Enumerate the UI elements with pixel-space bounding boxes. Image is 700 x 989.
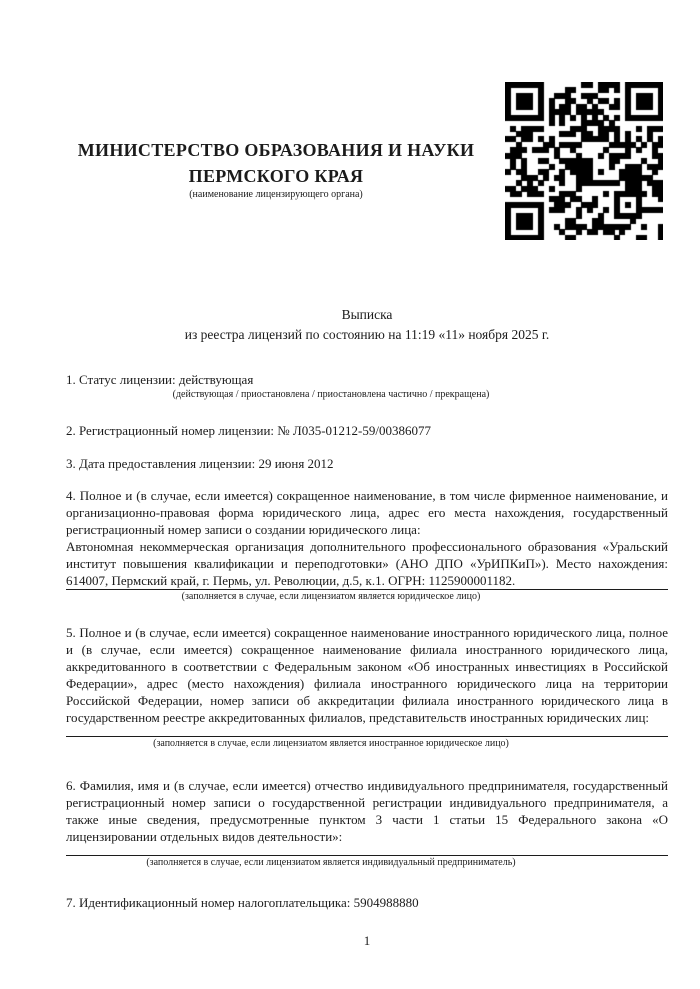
item-text: 1. Статус лицензии: действующая bbox=[66, 372, 254, 387]
item-text: 3. Дата предоставления лицензии: 29 июня 2012 bbox=[66, 456, 334, 471]
item-license-date bbox=[66, 455, 668, 472]
item-text: 4. Полное и (в случае, если имеется) сокращенное наименование, в том числе фирменное наименование, и организационно-правовая форма юридического лица, адрес его места нахождения, государственный регистрационный номер записи о создании юридического лица: bbox=[66, 488, 668, 537]
ministry-name-line2: ПЕРМСКОГО КРАЯ bbox=[188, 166, 364, 186]
document-title-line2: из реестра лицензий по состоянию на 11:19 «11» ноября 2025 г. bbox=[184, 327, 550, 342]
legal-entity-value: Автономная некоммерческая организация дополнительного профессионального образования «Уральский институт повышения квалификации и переподготовки» (АНО ДПО «УрИПКиП»). Место нахождения: 614007, Пермский край, г. Пермь, ул. Революции, д.5, к.1. ОГРН: 1125900001182. bbox=[66, 539, 668, 588]
item-taxpayer-number bbox=[66, 894, 668, 911]
item-foreign-entity bbox=[66, 624, 668, 750]
licensing-authority-note: (наименование лицензирующего органа) bbox=[189, 189, 363, 200]
item-text: 7. Идентификационный номер налогоплательщика: 5904988880 bbox=[66, 895, 419, 910]
item-text: 2. Регистрационный номер лицензии: № Л035-01212-59/00386077 bbox=[66, 423, 432, 438]
item-registration-number bbox=[66, 422, 668, 439]
ministry-name-line1: МИНИСТЕРСТВО ОБРАЗОВАНИЯ И НАУКИ bbox=[77, 140, 475, 160]
document-title bbox=[66, 305, 668, 345]
item-text: 5. Полное и (в случае, если имеется) сокращенное наименование иностранного юридического лица, полное и (в случае, если имеется) сокращенное наименование филиала иностранного юридического лица, аккредитованного в соответствии с Федеральным законом «Об иностранных инвестициях в Российской Федерации», адрес (место нахождения) филиала иностранного юридического лица на территории Российской Федерации, номер записи об аккредитации филиала иностранного юридического лица в государственном реестре аккредитованных филиалов, представительств иностранных юридических лиц: bbox=[66, 625, 668, 725]
foreign-entity-note: (заполняется в случае, если лицензиатом является иностранное юридическое лицо) bbox=[153, 738, 509, 749]
item-text: 6. Фамилия, имя и (в случае, если имеется) отчество индивидуального предпринимателя, государственный регистрационный номер записи о государственной регистрации индивидуального предпринимателя, а также иные сведения, предусмотренные пунктом 3 части 1 статьи 15 Федерального закона «О лицензировании отдельных видов деятельности»: bbox=[66, 778, 668, 844]
legal-entity-note: (заполняется в случае, если лицензиатом является юридическое лицо) bbox=[181, 591, 481, 602]
item-individual-entrepreneur bbox=[66, 777, 668, 869]
item-license-status bbox=[66, 371, 668, 401]
ministry-header bbox=[66, 137, 486, 201]
entrepreneur-note: (заполняется в случае, если лицензиатом является индивидуальный предприниматель) bbox=[146, 857, 516, 868]
page-number: 1 bbox=[363, 933, 371, 948]
empty-value-line bbox=[66, 845, 668, 855]
qr-code bbox=[505, 82, 663, 240]
item-legal-entity bbox=[66, 487, 668, 603]
empty-value-line bbox=[66, 726, 668, 736]
document-title-line1: Выписка bbox=[341, 307, 393, 322]
status-options-note: (действующая / приостановлена / приостановлена частично / прекращена) bbox=[172, 389, 490, 400]
